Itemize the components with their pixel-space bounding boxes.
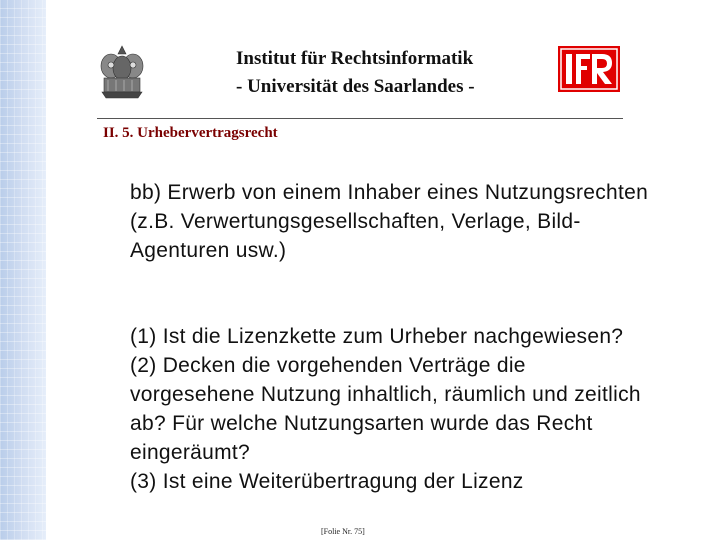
list-item: (3) Ist eine Weiterübertragung der Lizenz: [130, 470, 524, 493]
institute-title: Institut für Rechtsinformatik: [236, 48, 474, 69]
header-divider: [97, 118, 623, 119]
university-seal-icon: [96, 44, 148, 100]
list-item: (2) Decken die vorgehenden Verträge die vorgesehene Nutzung inhaltlich, räumlich und zeitlich ab? Für welche Nutzungsarten wurde das Recht eingeräumt?: [130, 354, 641, 464]
question-list: [130, 322, 650, 496]
paragraph-bb: bb) Erwerb von einem Inhaber eines Nutzungsrechten (z.B. Verwertungsgesellschaften, Verlage, Bild-Agenturen usw.): [130, 181, 649, 262]
list-item: (1) Ist die Lizenzkette zum Urheber nachgewiesen?: [130, 325, 624, 348]
university-subtitle: - Universität des Saarlandes -: [236, 76, 475, 97]
ifr-logo: [558, 46, 620, 92]
slide-number: [Folie Nr. 75]: [321, 527, 365, 536]
decorative-side-strip: [0, 0, 46, 540]
section-heading: II. 5. Urhebervertragsrecht: [103, 125, 278, 141]
